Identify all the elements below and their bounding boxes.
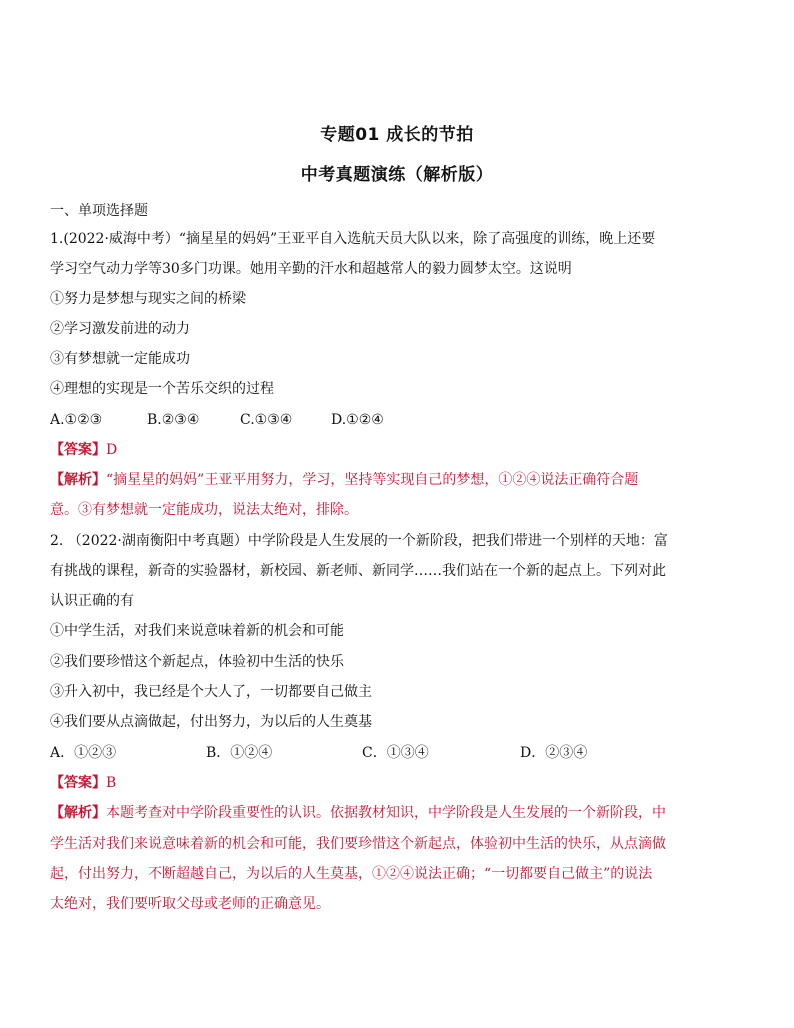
q1-analysis-text-1: “摘星星的妈妈”王亚平用努力，学习，坚持等实现自己的梦想，①②④说法正确符合题 bbox=[106, 472, 639, 488]
q2-statement-2: ②我们要珍惜这个新起点，体验初中生活的快乐 bbox=[50, 654, 344, 670]
section-heading: 一、单项选择题 bbox=[50, 203, 148, 219]
q1-statement-2: ②学习激发前进的动力 bbox=[50, 321, 190, 337]
q1-statement-1: ①努力是梦想与现实之间的桥梁 bbox=[50, 291, 246, 307]
q1-answer-value: D bbox=[106, 442, 118, 458]
q1-stem-line-2: 学习空气动力学等30多门功课。她用辛勤的汗水和超越常人的毅力圆梦太空。这说明 bbox=[50, 261, 572, 277]
q2-analysis-line-2: 学生活对我们来说意味着新的机会和可能，我们要珍惜这个新起点，体验初中生活的快乐，从点滴做 bbox=[50, 836, 666, 852]
q1-options bbox=[50, 410, 750, 430]
q2-statement-1: ①中学生活，对我们来说意味着新的机会和可能 bbox=[50, 623, 344, 639]
q1-statement-3: ③有梦想就一定能成功 bbox=[50, 351, 190, 367]
q2-options bbox=[50, 743, 750, 763]
q1-answer-tag: 【答案】 bbox=[50, 442, 106, 458]
q2-analysis-text-1: 本题考查对中学阶段重要性的认识。依据教材知识，中学阶段是人生发展的一个新阶段，中 bbox=[106, 805, 666, 821]
q2-option-a: A．①②③ bbox=[50, 745, 117, 761]
q1-option-b: B.②③④ bbox=[147, 412, 200, 428]
document-title: 专题01 成长的节拍 bbox=[320, 125, 474, 145]
q2-analysis-tag: 【解析】 bbox=[50, 805, 106, 821]
q1-option-a: A.①②③ bbox=[50, 412, 103, 428]
q1-analysis-line-2: 意。③有梦想就一定能成功，说法太绝对，排除。 bbox=[50, 502, 358, 518]
q2-answer bbox=[50, 773, 750, 793]
q2-analysis-line-1 bbox=[50, 803, 750, 823]
q1-option-d: D.①②④ bbox=[331, 412, 384, 428]
q1-stem-line-1: 1.(2022·威海中考）“摘星星的妈妈”王亚平自入选航天员大队以来，除了高强度的训练，晚上还要 bbox=[50, 231, 656, 247]
q2-statement-3: ③升入初中，我已经是个大人了，一切都要自己做主 bbox=[50, 684, 372, 700]
q1-answer bbox=[50, 440, 750, 460]
q1-analysis-line-1 bbox=[50, 470, 750, 490]
q2-stem-line-2: 有挑战的课程，新奇的实验器材，新校园、新老师、新同学……我们站在一个新的起点上。下列对此 bbox=[50, 563, 666, 579]
q2-answer-value: B bbox=[106, 775, 117, 791]
q1-analysis-tag: 【解析】 bbox=[50, 472, 106, 488]
q1-statement-4: ④理想的实现是一个苦乐交织的过程 bbox=[50, 381, 274, 397]
document-subtitle: 中考真题演练（解析版） bbox=[300, 165, 494, 185]
q2-answer-tag: 【答案】 bbox=[50, 775, 106, 791]
q2-stem-line-3: 认识正确的有 bbox=[50, 593, 134, 609]
q2-analysis-line-3: 起，付出努力，不断超越自己，为以后的人生莫基，①②④说法正确；“一切都要自己做主”的说法 bbox=[50, 866, 653, 882]
q2-option-b: B．①②④ bbox=[206, 745, 273, 761]
q2-option-c: C．①③④ bbox=[362, 745, 429, 761]
q2-stem-line-1: 2. （2022·湖南衡阳中考真题）中学阶段是人生发展的一个新阶段，把我们带进一个别样的天地：富 bbox=[50, 533, 668, 549]
q2-option-d: D．②③④ bbox=[520, 745, 588, 761]
q1-option-c: C.①③④ bbox=[240, 412, 293, 428]
q2-analysis-line-4: 太绝对，我们要听取父母或老师的正确意见。 bbox=[50, 896, 330, 912]
q2-statement-4: ④我们要从点滴做起，付出努力，为以后的人生奠基 bbox=[50, 714, 372, 730]
